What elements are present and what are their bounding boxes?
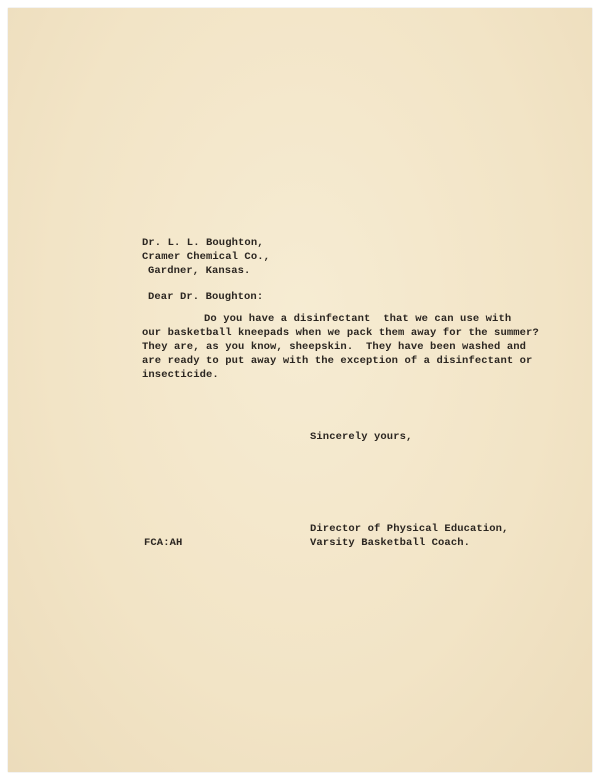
- recipient-company: Cramer Chemical Co.,: [142, 251, 271, 263]
- salutation: Dear Dr. Boughton:: [148, 291, 264, 303]
- body-line-4: are ready to put away with the exception of a disinfectant or: [142, 355, 533, 367]
- signature-title-2: Varsity Basketball Coach.: [310, 537, 471, 549]
- body-line-2: our basketball kneepads when we pack them away for the summer?: [142, 327, 539, 339]
- recipient-name: Dr. L. L. Boughton,: [142, 237, 264, 249]
- closing: Sincerely yours,: [310, 431, 413, 443]
- letter-page: [8, 8, 592, 772]
- body-line-1: Do you have a disinfectant that we can use with: [204, 313, 512, 325]
- recipient-city: Gardner, Kansas.: [148, 265, 251, 277]
- signature-title-1: Director of Physical Education,: [310, 523, 509, 535]
- reference-initials: FCA:AH: [144, 537, 183, 549]
- body-line-5: insecticide.: [142, 369, 219, 381]
- body-line-3: They are, as you know, sheepskin. They have been washed and: [142, 341, 527, 353]
